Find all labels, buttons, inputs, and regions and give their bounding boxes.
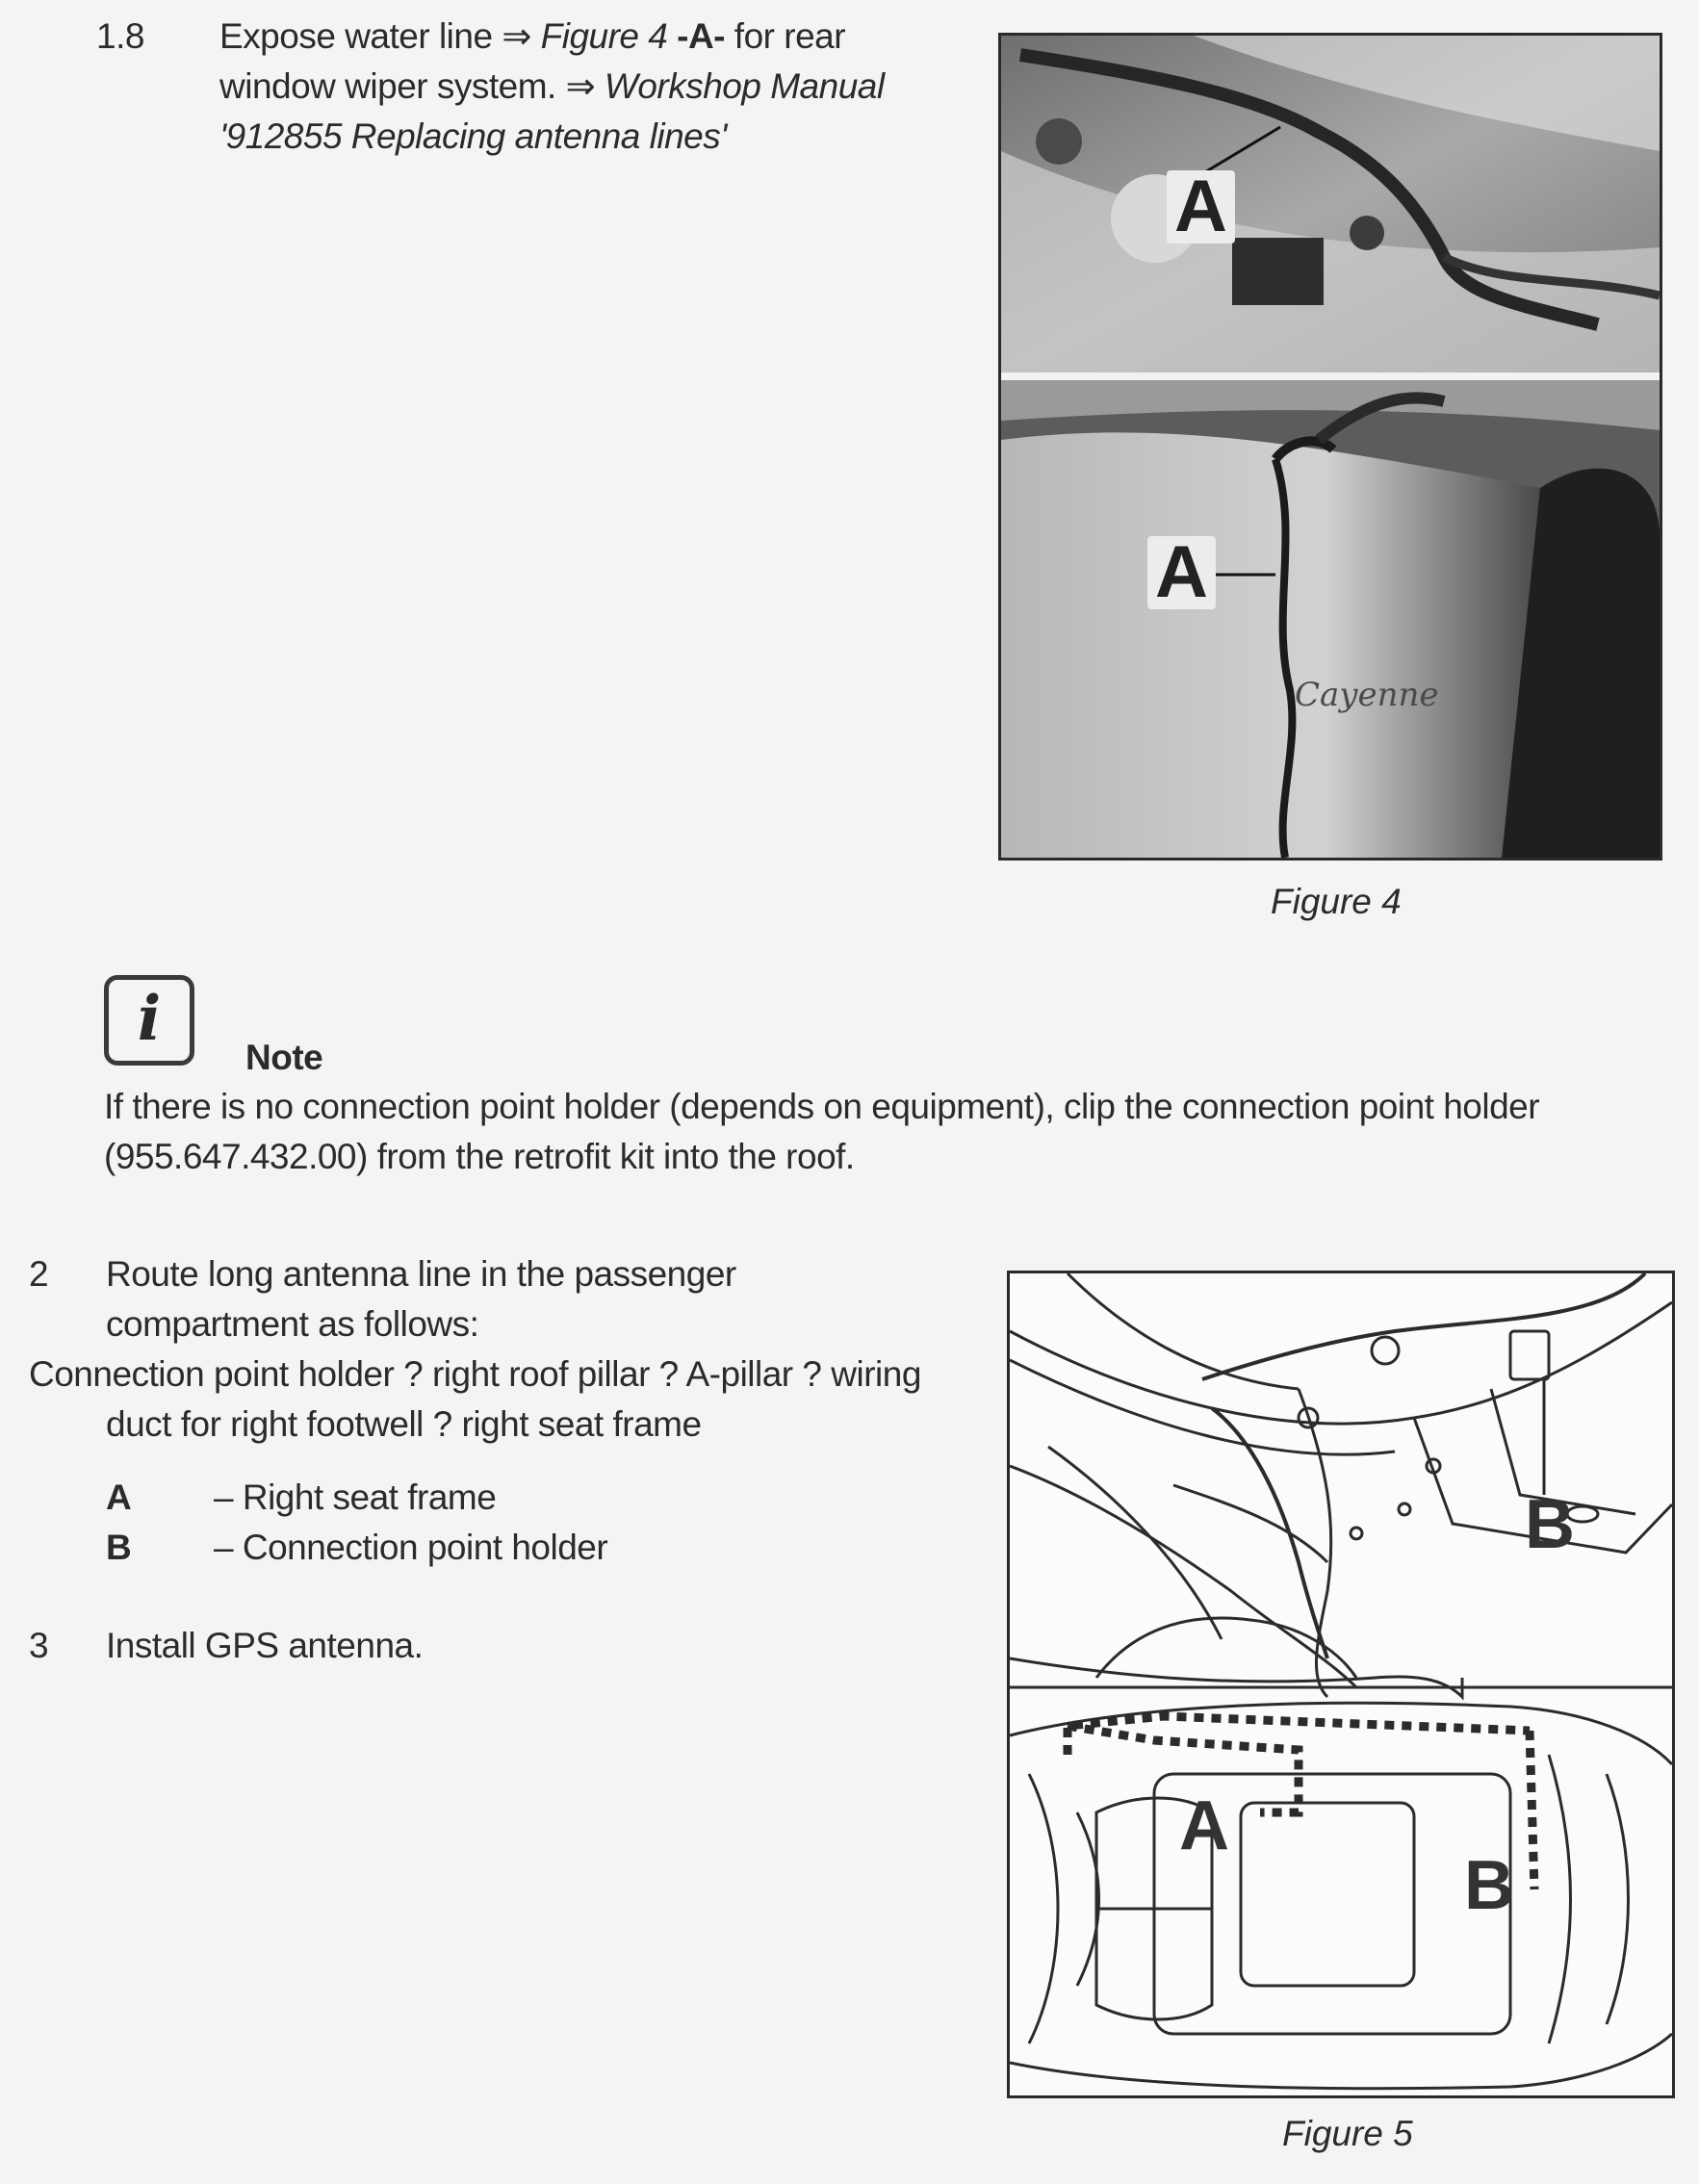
workshop-manual-reference[interactable]: '912855 Replacing antenna lines'	[219, 116, 727, 156]
legend-text-a: – Right seat frame	[214, 1477, 497, 1517]
figure-4-position-a: -A-	[667, 16, 726, 56]
figure-4-label-a-bottom: A	[1147, 536, 1216, 609]
figure-4-leader-lines	[1001, 36, 1660, 858]
legend-text-b: – Connection point holder	[214, 1528, 608, 1567]
note-text-line-2: (955.647.432.00) from the retrofit kit into the roof.	[104, 1137, 855, 1176]
info-icon	[104, 975, 194, 1066]
step-2-line-2: compartment as follows:	[106, 1304, 479, 1344]
arrow-icon: ⇒	[502, 16, 531, 56]
note-title: Note	[245, 1038, 323, 1077]
figure-4-link[interactable]: Figure 4	[540, 16, 668, 56]
step-2-line-4: duct for right footwell ? right seat frame	[106, 1404, 702, 1444]
figure-5-label-a: A	[1179, 1787, 1229, 1864]
arrow-icon-2: ⇒	[565, 66, 596, 106]
legend-key-b: B	[106, 1528, 132, 1567]
workshop-manual-link[interactable]: Workshop Manual	[604, 66, 885, 106]
info-icon-glyph: i	[137, 983, 162, 1055]
step-1-8-line-1	[219, 12, 845, 62]
step-3-number: 3	[29, 1626, 49, 1665]
figure-5-label-b: B	[1464, 1847, 1514, 1924]
figure-4-badge-text: Cayenne	[1295, 676, 1439, 714]
step-2-line-1: Route long antenna line in the passenger	[106, 1254, 736, 1294]
figure-4	[998, 33, 1662, 861]
step-1-8-text-2: window wiper system.	[219, 66, 566, 106]
step-1-8-text: Expose water line	[219, 16, 502, 56]
step-1-8-number: 1.8	[96, 16, 144, 56]
figure-4-caption: Figure 4	[1271, 882, 1402, 921]
step-1-8-line-2	[219, 62, 885, 112]
step-3-text: Install GPS antenna.	[106, 1626, 424, 1665]
note-text-line-1: If there is no connection point holder (depends on equipment), clip the connection point holder	[104, 1087, 1540, 1126]
figure-5-label-b-top: B	[1525, 1486, 1575, 1563]
step-2-number: 2	[29, 1254, 49, 1294]
figure-5-drawing	[1010, 1273, 1672, 2095]
figure-4-label-a-top: A	[1167, 170, 1235, 244]
step-2-line-3: Connection point holder ? right roof pillar ? A-pillar ? wiring	[29, 1354, 921, 1394]
legend-key-a: A	[106, 1477, 132, 1517]
step-1-8-text-end: for rear	[725, 16, 846, 56]
figure-5	[1007, 1271, 1675, 2098]
figure-5-caption: Figure 5	[1282, 2114, 1413, 2153]
